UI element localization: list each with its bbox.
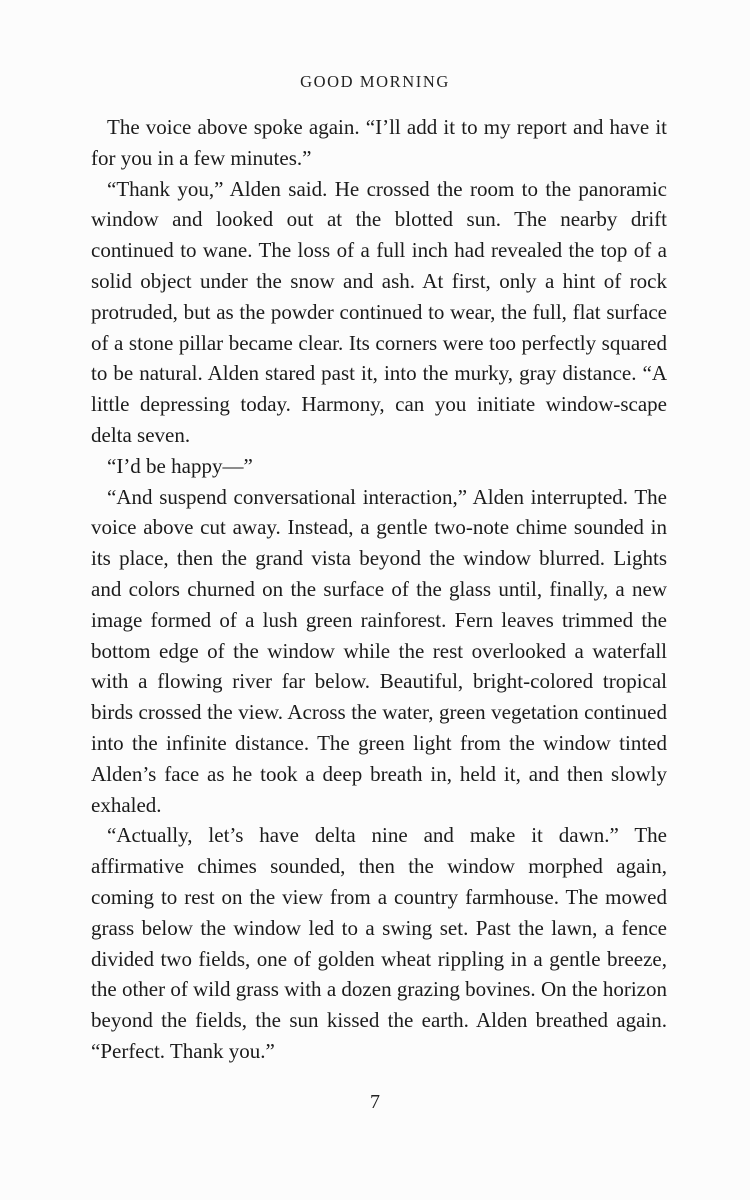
page-number: 7 xyxy=(370,1091,380,1113)
paragraph: “Thank you,” Alden said. He crossed the room to the panoramic window and looked out at the blotted sun. The nearby drift continued to wane. The loss of a full inch had revealed the top of a solid object under the snow and ash. At first, only a hint of rock protruded, but as the powder continued to wear, the full, flat surface of a stone pillar became clear. Its corners were too perfectly squared to be natural. Alden stared past it, into the murky, gray distance. “A little depressing today. Harmony, can you initiate window-scape delta seven. xyxy=(91,176,667,447)
running-header: GOOD MORNING xyxy=(300,72,450,91)
paragraph: The voice above spoke again. “I’ll add it to my report and have it for you in a few minutes.” xyxy=(91,115,667,170)
paragraph: “I’d be happy—” xyxy=(107,453,253,478)
paragraph: “And suspend conversational interaction,” Alden interrupted. The voice above cut away. Instead, a gentle two-note chime sounded in its place, then the grand vista beyond the window blurred. Lights and colors churned on the surface of the glass until, finally, a new image formed of a lush green rainforest. Fern leaves trimmed the bottom edge of the window while the rest overlooked a waterfall with a flowing river far below. Beautiful, bright-colored tropical birds crossed the view. Across the water, green vegetation continued into the infinite distance. The green light from the window tinted Alden’s face as he took a deep breath in, held it, and then slowly exhaled. xyxy=(91,484,667,817)
page-body xyxy=(91,112,667,1067)
paragraph: “Actually, let’s have delta nine and make it dawn.” The affirmative chimes sounded, then the window morphed again, coming to rest on the view from a country farmhouse. The mowed grass below the window led to a swing set. Past the lawn, a fence divided two fields, one of golden wheat rippling in a gentle breeze, the other of wild grass with a dozen grazing bovines. On the horizon beyond the fields, the sun kissed the earth. Alden breathed again. “Perfect. Thank you.” xyxy=(91,823,667,1063)
